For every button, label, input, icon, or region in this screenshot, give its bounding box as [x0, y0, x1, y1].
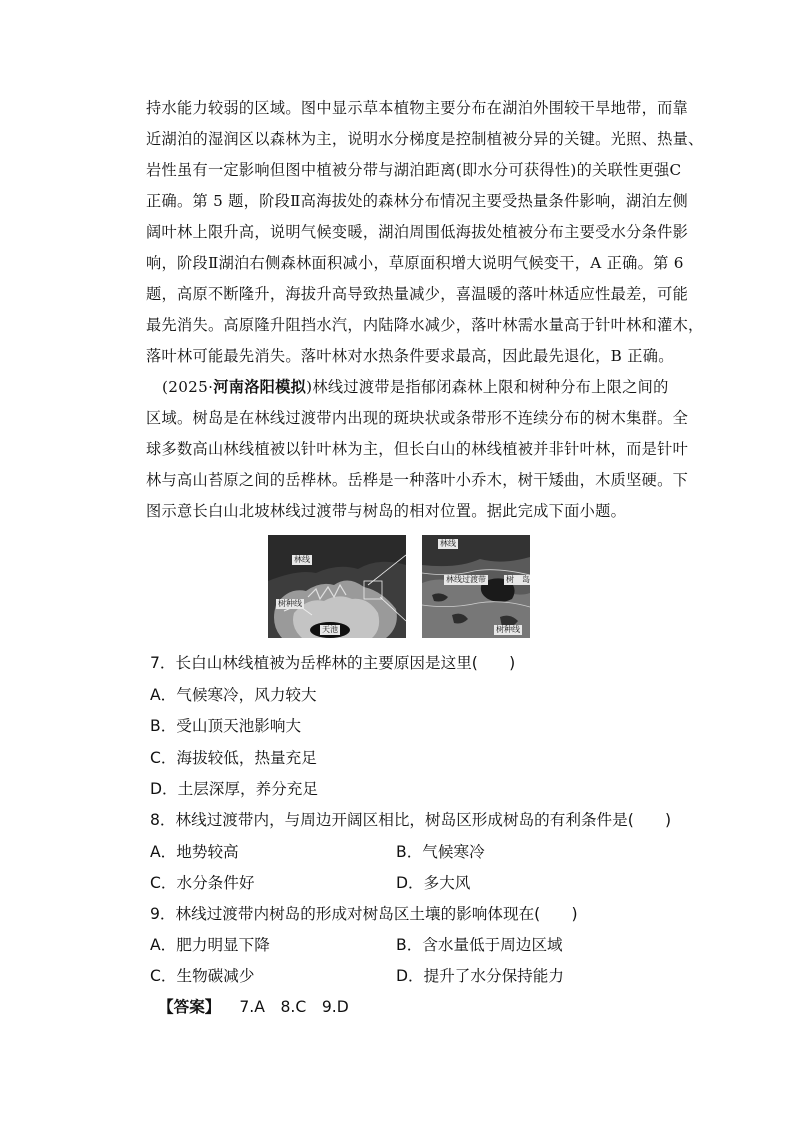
forest-line-label-right: 林线	[440, 539, 456, 548]
question-stem: 7．长白山林线植被为岳桦林的主要原因是这里( )	[150, 654, 516, 672]
paragraph-line: 持水能力较弱的区域。图中显示草本植物主要分布在湖泊外围较干旱地带，而靠	[146, 99, 689, 117]
paragraph-line: 林与高山苔原之间的岳桦林。岳桦是一种落叶小乔木，树干矮曲，木质坚硬。下	[146, 471, 689, 489]
paragraph-line: 球多数高山林线植被以针叶林为主，但长白山的林线植被并非针叶林，而是针叶	[146, 440, 689, 458]
option: C．海拔较低，热量充足	[150, 749, 317, 767]
paragraph-line: 近湖泊的湿润区以森林为主，说明水分梯度是控制植被分异的关键。光照、热量、	[146, 130, 704, 148]
option: B．含水量低于周边区域	[396, 936, 563, 954]
satellite-image-right-graphic	[422, 535, 530, 638]
changbai-treeline-figure	[268, 535, 530, 638]
paragraph-line: 岩性虽有一定影响但图中植被分带与湖泊距离(即水分可获得性)的关联性更强C	[146, 161, 682, 179]
paragraph-line: 图示意长白山北坡林线过渡带与树岛的相对位置。据此完成下面小题。	[146, 502, 627, 520]
answer-line	[158, 997, 349, 1017]
tree-line-label-right: 树种线	[496, 625, 520, 634]
option: A．气候寒冷，风力较大	[150, 686, 317, 704]
paragraph-line: 响，阶段Ⅱ湖泊右侧森林面积减小，草原面积增大说明气候变干，A 正确。第 6	[146, 254, 684, 272]
first-line-text: 林线过渡带是指郁闭森林上限和树种分布上限之间的	[312, 378, 669, 396]
answer-text: 7.A 8.C 9.D	[239, 998, 349, 1016]
answer-label: 【答案】	[158, 998, 221, 1016]
paragraph-line: 落叶林可能最先消失。落叶林对水热条件要求最高，因此最先退化，B 正确。	[146, 347, 674, 365]
paragraph-line: 阔叶林上限升高，说明气候变暖，湖泊周围低海拔处植被分布主要受水分条件影	[146, 223, 689, 241]
satellite-image-left	[268, 535, 406, 638]
paragraph-line: 正确。第 5 题，阶段Ⅱ高海拔处的森林分布情况主要受热量条件影响，湖泊左侧	[146, 192, 688, 210]
paragraph-line: 题，高原不断隆升，海拔升高导致热量减少，喜温暖的落叶林适应性最差，可能	[146, 285, 689, 303]
option: A．肥力明显下降	[150, 936, 270, 954]
option: D．多大风	[396, 874, 471, 892]
option: B．气候寒冷	[396, 843, 485, 861]
option: A．地势较高	[150, 843, 239, 861]
tianchi-label: 天池	[322, 625, 338, 634]
satellite-image-left-graphic	[268, 535, 406, 638]
option: D．土层深厚，养分充足	[150, 780, 318, 798]
source-label: 河南洛阳模拟	[213, 378, 307, 396]
source-close: )	[306, 378, 313, 396]
question-stem: 9．林线过渡带内树岛的形成对树岛区土壤的影响体现在( )	[150, 905, 578, 923]
tree-line-label: 树种线	[278, 599, 302, 608]
paragraph-first-line	[162, 377, 669, 397]
option: B．受山顶天池影响大	[150, 717, 302, 735]
forest-line-label: 林线	[294, 555, 310, 564]
transition-zone-label: 林线过渡带	[446, 575, 486, 584]
tree-island-label: 树 岛	[506, 575, 530, 584]
paragraph-line: 最先消失。高原隆升阻挡水汽，内陆降水减少，落叶林需水量高于针叶林和灌木，	[146, 316, 704, 334]
question-stem: 8．林线过渡带内，与周边开阔区相比，树岛区形成树岛的有利条件是( )	[150, 811, 672, 829]
satellite-image-right	[422, 535, 530, 638]
paragraph-line: 区域。树岛是在林线过渡带内出现的斑块状或条带形不连续分布的树木集群。全	[146, 409, 689, 427]
source-open: (2025·	[162, 378, 214, 396]
option: C．水分条件好	[150, 874, 255, 892]
option: D．提升了水分保持能力	[396, 967, 564, 985]
option: C．生物碳减少	[150, 967, 255, 985]
